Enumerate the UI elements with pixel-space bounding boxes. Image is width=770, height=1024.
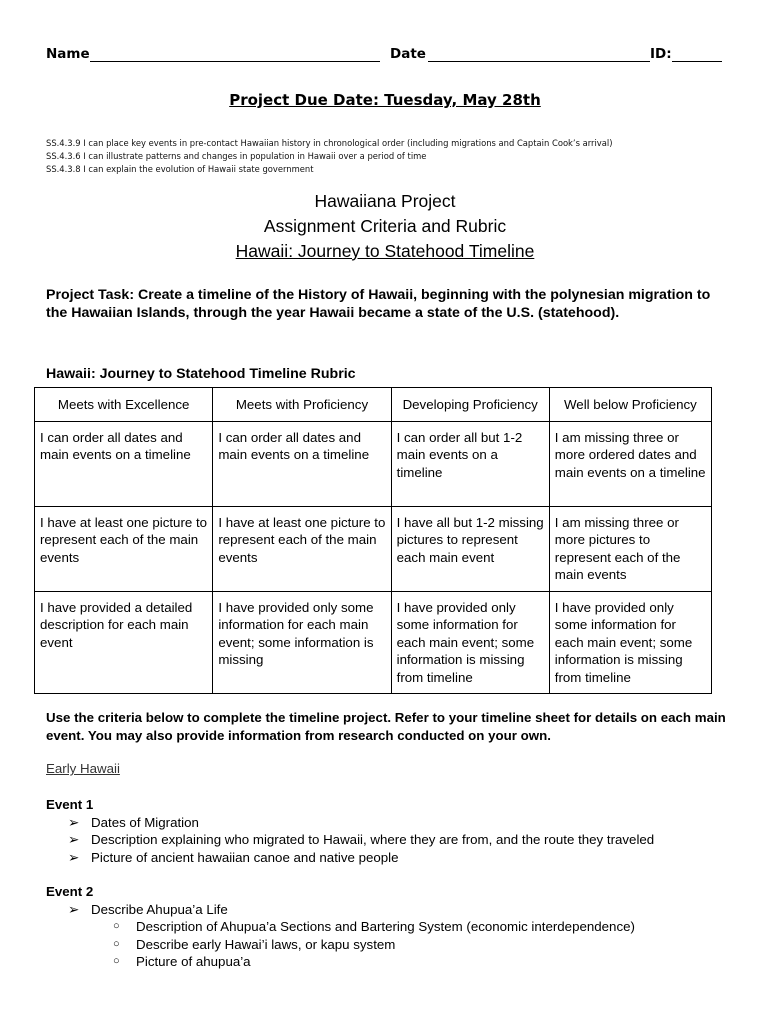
rubric-row <box>35 506 712 591</box>
section-early-hawaii: Early Hawaii <box>46 761 120 776</box>
rubric-cell: I have provided only some information for each main event; some information is missing <box>213 591 391 694</box>
arrow-bullet-icon: ➢ <box>68 832 80 847</box>
timeline-title: Hawaii: Journey to Statehood Timeline <box>235 241 535 261</box>
date-blank[interactable] <box>428 61 650 62</box>
event-title: Event 2 <box>46 884 94 899</box>
rubric-table <box>34 387 712 694</box>
id-blank[interactable] <box>672 61 722 62</box>
date-label: Date <box>390 46 426 62</box>
criteria-instructions: Use the criteria below to complete the timeline project. Refer to your timeline sheet for details on each main event. You may also provide information from research conducted on your own. <box>46 710 726 743</box>
sub-list-item <box>46 936 726 954</box>
rubric-cell: I can order all dates and main events on a timeline <box>35 421 213 506</box>
sub-list-item <box>46 918 726 936</box>
header-fields <box>46 46 724 66</box>
name-label: Name <box>46 46 90 62</box>
event-1 <box>46 796 726 866</box>
list-item <box>46 831 726 849</box>
list-item-text: Describe Ahupua’a Life <box>91 901 228 917</box>
rubric-header-cell: Well below Proficiency <box>549 388 711 422</box>
sub-list-item-text: Description of Ahupua’a Sections and Bartering System (economic interdependence) <box>136 919 635 934</box>
rubric-cell: I have provided only some information for each main event; some information is missing from timeline <box>391 591 549 694</box>
list-item <box>46 901 726 919</box>
sub-list-item-text: Describe early Hawai’i laws, or kapu system <box>136 936 396 952</box>
list-item <box>46 849 726 867</box>
standard-item: SS.4.3.6 I can illustrate patterns and changes in population in Hawaii over a period of time <box>46 151 427 161</box>
rubric-title: Hawaii: Journey to Statehood Timeline Rubric <box>46 366 356 382</box>
due-date-heading: Project Due Date: Tuesday, May 28th <box>229 91 541 109</box>
circle-bullet-icon: ○ <box>113 955 120 967</box>
rubric-header-cell: Developing Proficiency <box>391 388 549 422</box>
name-blank[interactable] <box>90 61 380 62</box>
rubric-header-row <box>35 388 712 422</box>
arrow-bullet-icon: ➢ <box>68 849 80 865</box>
id-label: ID: <box>650 46 672 62</box>
sub-list-item <box>46 953 726 971</box>
rubric-cell: I have all but 1-2 missing pictures to represent each main event <box>391 506 549 591</box>
rubric-header-cell: Meets with Excellence <box>35 388 213 422</box>
rubric-header-cell: Meets with Proficiency <box>213 388 391 422</box>
standard-item: SS.4.3.9 I can place key events in pre-contact Hawaiian history in chronological order (including migrations and Captain Cook’s arrival) <box>46 138 613 148</box>
rubric-cell: I have at least one picture to represent each of the main events <box>35 506 213 591</box>
project-titles <box>0 189 770 264</box>
rubric-row <box>35 421 712 506</box>
project-title: Hawaiiana Project <box>314 191 456 211</box>
rubric-cell: I am missing three or more pictures to represent each of the main events <box>549 506 711 591</box>
rubric-cell: I have provided a detailed description for each main event <box>35 591 213 694</box>
list-item-text: Dates of Migration <box>91 814 199 830</box>
list-item-text: Description explaining who migrated to Hawaii, where they are from, and the route they traveled <box>91 832 655 847</box>
project-task: Project Task: Create a timeline of the History of Hawaii, beginning with the polynesian migration to the Hawaiian Islands, through the year Hawaii became a state of the U.S. (statehood). <box>46 287 711 321</box>
rubric-cell: I have provided only some information for each main event; some information is missing from timeline <box>549 591 711 694</box>
assignment-title: Assignment Criteria and Rubric <box>263 216 507 236</box>
arrow-bullet-icon: ➢ <box>68 814 80 830</box>
list-item <box>46 814 726 832</box>
event-title: Event 1 <box>46 797 94 812</box>
standards-list <box>46 137 726 176</box>
rubric-cell: I am missing three or more ordered dates and main events on a timeline <box>549 421 711 506</box>
rubric-cell: I have at least one picture to represent each of the main events <box>213 506 391 591</box>
circle-bullet-icon: ○ <box>113 920 120 932</box>
sub-list-item-text: Picture of ahupua’a <box>136 954 251 969</box>
circle-bullet-icon: ○ <box>113 937 120 950</box>
rubric-row <box>35 591 712 694</box>
standard-item: SS.4.3.8 I can explain the evolution of Hawaii state government <box>46 164 314 174</box>
arrow-bullet-icon: ➢ <box>68 901 80 917</box>
list-item-text: Picture of ancient hawaiian canoe and native people <box>91 849 399 865</box>
event-2 <box>46 883 726 971</box>
rubric-cell: I can order all but 1-2 main events on a timeline <box>391 421 549 506</box>
rubric-cell: I can order all dates and main events on a timeline <box>213 421 391 506</box>
